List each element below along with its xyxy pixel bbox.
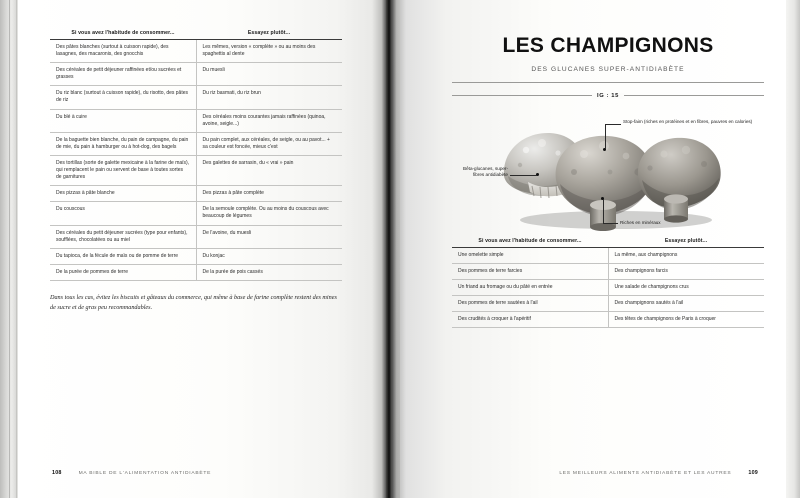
callout-leader-horizontal-stop-faim [605, 124, 621, 125]
callout-leader-vertical-stop-faim [605, 124, 606, 149]
left-page-content [50, 30, 342, 319]
table-header-row [452, 238, 764, 248]
page-title: LES CHAMPIGNONS [502, 34, 714, 57]
table-row [50, 248, 342, 264]
callout-label-riches-mineraux: Riches en minéraux [620, 220, 661, 225]
callout-label-beta-glucanes: Bêta-glucanes, super-fibres antidiabète [463, 166, 508, 178]
table-row [50, 86, 342, 109]
page-number: 108 [52, 470, 62, 476]
table-row [50, 155, 342, 185]
cell-alternative: Des champignons farcis [608, 264, 764, 280]
column-header-habit: Si vous avez l'habitude de consommer... [50, 30, 196, 40]
table-header-row [50, 30, 342, 40]
table-row [50, 109, 342, 132]
cell-alternative: Des champignons sautés à l'ail [608, 296, 764, 312]
mushrooms-photo [498, 120, 728, 232]
page-number: 109 [748, 470, 758, 476]
book-spine [386, 0, 392, 498]
cell-habit: Des pizzas à pâte blanche [50, 186, 196, 202]
cell-alternative: Une salade de champignons crus [608, 280, 764, 296]
cell-habit: Des pommes de terre farcies [452, 264, 608, 280]
cell-alternative: Du riz basmati, du riz brun [196, 86, 342, 109]
mushroom-illustration [452, 104, 764, 234]
cell-habit: Un friand au fromage ou du pâté en entrée [452, 280, 608, 296]
cell-alternative: Des pizzas à pâte complète [196, 186, 342, 202]
right-page-footer [559, 470, 758, 476]
cell-alternative: Les mêmes, version « complète » ou au moins des spaghettis al dente [196, 40, 342, 63]
cell-alternative: De la semoule complète. Ou au moins du couscous avec beaucoup de légumes [196, 202, 342, 225]
table-row [50, 186, 342, 202]
running-head: LES MEILLEURS ALIMENTS ANTIDIABÈTE ET LES AUTRES [559, 471, 732, 476]
table-row [50, 264, 342, 280]
cell-habit: Du blé à cuire [50, 109, 196, 132]
table-row [452, 264, 764, 280]
callout-leader-vertical-riches [603, 199, 604, 224]
closing-note: Dans tous les cas, évitez les biscuits et gâteaux du commerce, qui même à base de farine complète restent des mines de sucre et de gras peu recommandables. [50, 293, 337, 311]
right-page-edge-stack [786, 0, 800, 498]
cell-alternative: Des galettes de sarrasin, du « vrai » pain [196, 155, 342, 185]
cell-habit: Du riz blanc (surtout à cuisson rapide), du risotto, des pâtes de riz [50, 86, 196, 109]
table-row [50, 132, 342, 155]
cell-habit: Une omelette simple [452, 248, 608, 264]
cell-alternative: Des céréales moins courantes jamais raffinées (quinoa, avoine, seigle...) [196, 109, 342, 132]
cell-alternative: Du pain complet, aux céréales, de seigle, ou au pavot... + sa couleur est foncée, mieux c'est [196, 132, 342, 155]
swap-table-mushrooms [452, 238, 764, 328]
callout-label-stop-faim: Stop-faim (riches en protéines et en fibres, pauvres en calories) [623, 119, 753, 124]
column-header-alternative: Essayez plutôt... [608, 238, 764, 248]
cell-alternative: Des têtes de champignons de Paris à croquer [608, 312, 764, 328]
swap-table-grains [50, 30, 342, 281]
column-header-alternative: Essayez plutôt... [196, 30, 342, 40]
right-page-content [452, 28, 764, 328]
cell-habit: De la baguette bien blanche, du pain de campagne, du pain de mie, du pain à hamburger ou à hot-dog, des bagels [50, 132, 196, 155]
table-row [452, 248, 764, 264]
table-row [452, 312, 764, 328]
left-page-footer [52, 470, 211, 476]
rule-top [452, 82, 764, 83]
glycemic-index-value: IG : 15 [592, 93, 624, 99]
cell-alternative: Du muesli [196, 63, 342, 86]
cell-habit: Des pommes de terre sautées à l'ail [452, 296, 608, 312]
table-row [50, 40, 342, 63]
cell-alternative: La même, aux champignons [608, 248, 764, 264]
glycemic-index-banner [452, 82, 764, 98]
cell-habit: Des céréales de petit déjeuner raffinées et/ou sucrées et grasses [50, 63, 196, 86]
page-subtitle: DES GLUCANES SUPER-ANTIDIABÈTE [531, 66, 685, 73]
running-head: MA BIBLE DE L'ALIMENTATION ANTIDIABÈTE [78, 471, 212, 476]
cell-alternative: De l'avoine, du muesli [196, 225, 342, 248]
callout-leader-beta-glucanes [510, 175, 537, 176]
cell-habit: Des crudités à croquer à l'apéritif [452, 312, 608, 328]
table-row [452, 280, 764, 296]
callout-leader-horizontal-riches [603, 223, 618, 224]
table-row [452, 296, 764, 312]
table-row [50, 63, 342, 86]
cell-alternative: Du konjac [196, 248, 342, 264]
cell-habit: Du couscous [50, 202, 196, 225]
cell-habit: Des céréales du petit déjeuner sucrées (type pour enfants), soufflées, chocolatées ou au miel [50, 225, 196, 248]
table-row [50, 225, 342, 248]
cell-habit: Des tortillas (sorte de galette mexicaine à la farine de maïs), qui remplacent le pain ou servent de base à toutes sortes de garnitures [50, 155, 196, 185]
cell-habit: Du tapioca, de la fécule de maïs ou de pomme de terre [50, 248, 196, 264]
cell-habit: De la purée de pommes de terre [50, 264, 196, 280]
cell-habit: Des pâtes blanches (surtout à cuisson rapide), des lasagnes, des macaronis, des gnocchis [50, 40, 196, 63]
column-header-habit: Si vous avez l'habitude de consommer... [452, 238, 608, 248]
cell-alternative: De la purée de pois cassés [196, 264, 342, 280]
table-row [50, 202, 342, 225]
